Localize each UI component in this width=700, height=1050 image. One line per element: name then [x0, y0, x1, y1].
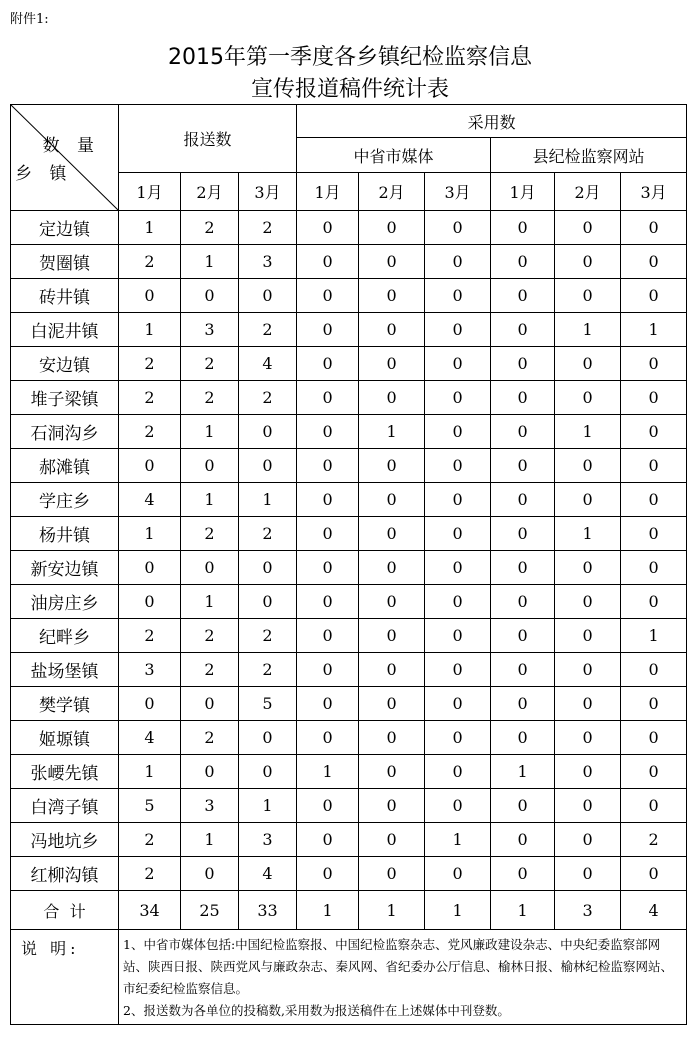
value-cell: 3 — [239, 245, 297, 279]
value-cell: 2 — [119, 619, 181, 653]
value-cell: 0 — [297, 381, 359, 415]
value-cell: 4 — [119, 483, 181, 517]
value-cell: 0 — [491, 585, 555, 619]
value-cell: 0 — [119, 551, 181, 585]
value-cell: 0 — [359, 483, 425, 517]
town-name: 砖井镇 — [11, 279, 119, 313]
value-cell: 0 — [491, 823, 555, 857]
value-cell: 0 — [621, 721, 687, 755]
value-cell: 1 — [119, 313, 181, 347]
town-name: 白泥井镇 — [11, 313, 119, 347]
value-cell: 0 — [491, 857, 555, 891]
total-value-cell: 1 — [359, 891, 425, 930]
corner-header-cell — [11, 105, 119, 211]
value-cell: 1 — [297, 755, 359, 789]
value-cell: 0 — [425, 585, 491, 619]
value-cell: 0 — [297, 313, 359, 347]
value-cell: 1 — [621, 619, 687, 653]
table-row — [11, 585, 687, 619]
value-cell: 0 — [555, 551, 621, 585]
total-value-cell: 3 — [555, 891, 621, 930]
value-cell: 0 — [297, 211, 359, 245]
value-cell: 0 — [297, 721, 359, 755]
value-cell: 3 — [239, 823, 297, 857]
value-cell: 0 — [359, 653, 425, 687]
value-cell: 0 — [555, 585, 621, 619]
value-cell: 0 — [359, 721, 425, 755]
month-header: 3月 — [425, 173, 491, 211]
value-cell: 2 — [181, 381, 239, 415]
value-cell: 0 — [181, 551, 239, 585]
total-value-cell: 33 — [239, 891, 297, 930]
attachment-label: 附件1: — [10, 12, 49, 27]
value-cell: 0 — [491, 721, 555, 755]
value-cell: 0 — [425, 313, 491, 347]
value-cell: 0 — [239, 721, 297, 755]
value-cell: 0 — [297, 823, 359, 857]
table-row — [11, 789, 687, 823]
month-header: 1月 — [491, 173, 555, 211]
value-cell: 0 — [119, 279, 181, 313]
value-cell: 1 — [181, 415, 239, 449]
value-cell: 0 — [181, 279, 239, 313]
value-cell: 0 — [181, 755, 239, 789]
table-row — [11, 483, 687, 517]
value-cell: 0 — [359, 313, 425, 347]
value-cell: 0 — [425, 551, 491, 585]
table-row — [11, 721, 687, 755]
value-cell: 0 — [239, 415, 297, 449]
value-cell: 0 — [425, 789, 491, 823]
value-cell: 5 — [239, 687, 297, 721]
value-cell: 0 — [239, 449, 297, 483]
value-cell: 0 — [359, 211, 425, 245]
corner-quantity-label: 数 量 — [42, 136, 100, 156]
value-cell: 0 — [555, 483, 621, 517]
value-cell: 0 — [555, 381, 621, 415]
value-cell: 0 — [425, 857, 491, 891]
town-name: 杨井镇 — [11, 517, 119, 551]
town-name: 郝滩镇 — [11, 449, 119, 483]
value-cell: 1 — [425, 823, 491, 857]
total-row — [11, 891, 687, 930]
value-cell: 0 — [491, 449, 555, 483]
value-cell: 0 — [359, 279, 425, 313]
value-cell: 5 — [119, 789, 181, 823]
value-cell: 0 — [297, 653, 359, 687]
value-cell: 0 — [359, 619, 425, 653]
note-text — [119, 930, 687, 1025]
value-cell: 1 — [181, 585, 239, 619]
town-name: 姬塬镇 — [11, 721, 119, 755]
value-cell: 0 — [621, 517, 687, 551]
value-cell: 0 — [621, 789, 687, 823]
value-cell: 0 — [491, 483, 555, 517]
value-cell: 0 — [181, 449, 239, 483]
value-cell: 0 — [297, 347, 359, 381]
table-row — [11, 551, 687, 585]
town-name: 石洞沟乡 — [11, 415, 119, 449]
town-name: 新安边镇 — [11, 551, 119, 585]
total-value-cell: 1 — [491, 891, 555, 930]
value-cell: 0 — [621, 415, 687, 449]
value-cell: 0 — [297, 449, 359, 483]
month-header: 3月 — [239, 173, 297, 211]
value-cell: 0 — [425, 483, 491, 517]
value-cell: 1 — [621, 313, 687, 347]
value-cell: 2 — [239, 381, 297, 415]
value-cell: 1 — [181, 245, 239, 279]
town-name: 油房庄乡 — [11, 585, 119, 619]
value-cell: 1 — [555, 313, 621, 347]
page-title-line2: 宣传报道稿件统计表 — [250, 77, 449, 102]
value-cell: 0 — [297, 551, 359, 585]
value-cell: 2 — [119, 381, 181, 415]
media-provincial-header: 中省市媒体 — [297, 138, 491, 173]
value-cell: 0 — [359, 347, 425, 381]
value-cell: 0 — [359, 551, 425, 585]
value-cell: 2 — [181, 619, 239, 653]
value-cell: 0 — [297, 517, 359, 551]
month-header: 2月 — [359, 173, 425, 211]
town-name: 贺圈镇 — [11, 245, 119, 279]
value-cell: 0 — [555, 347, 621, 381]
value-cell: 0 — [425, 619, 491, 653]
value-cell: 0 — [621, 279, 687, 313]
value-cell: 4 — [239, 857, 297, 891]
value-cell: 2 — [119, 823, 181, 857]
month-header: 1月 — [119, 173, 181, 211]
value-cell: 0 — [491, 313, 555, 347]
value-cell: 0 — [555, 789, 621, 823]
value-cell: 0 — [555, 823, 621, 857]
value-cell: 0 — [621, 585, 687, 619]
value-cell: 2 — [239, 619, 297, 653]
value-cell: 2 — [181, 347, 239, 381]
value-cell: 1 — [181, 823, 239, 857]
value-cell: 4 — [119, 721, 181, 755]
value-cell: 3 — [181, 313, 239, 347]
town-name: 樊学镇 — [11, 687, 119, 721]
value-cell: 0 — [425, 653, 491, 687]
total-value-cell: 1 — [425, 891, 491, 930]
value-cell: 0 — [491, 415, 555, 449]
town-name: 张崾先镇 — [11, 755, 119, 789]
value-cell: 2 — [239, 211, 297, 245]
value-cell: 0 — [425, 245, 491, 279]
value-cell: 0 — [491, 381, 555, 415]
value-cell: 0 — [181, 687, 239, 721]
value-cell: 0 — [621, 551, 687, 585]
table-row — [11, 517, 687, 551]
table-row — [11, 449, 687, 483]
note-line-2: 2、报送数为各单位的投稿数,采用数为报送稿件在上述媒体中刊登数。 — [123, 1003, 510, 1018]
total-value-cell: 1 — [297, 891, 359, 930]
value-cell: 0 — [359, 245, 425, 279]
table-row — [11, 381, 687, 415]
value-cell: 0 — [297, 789, 359, 823]
value-cell: 3 — [181, 789, 239, 823]
value-cell: 2 — [239, 517, 297, 551]
table-row — [11, 755, 687, 789]
value-cell: 2 — [239, 653, 297, 687]
value-cell: 0 — [181, 857, 239, 891]
value-cell: 1 — [119, 517, 181, 551]
value-cell: 0 — [491, 245, 555, 279]
value-cell: 1 — [359, 415, 425, 449]
value-cell: 0 — [621, 347, 687, 381]
media-county-header: 县纪检监察网站 — [491, 138, 687, 173]
value-cell: 0 — [359, 857, 425, 891]
value-cell: 0 — [425, 755, 491, 789]
value-cell: 0 — [297, 857, 359, 891]
value-cell: 0 — [491, 517, 555, 551]
value-cell: 0 — [555, 857, 621, 891]
value-cell: 0 — [425, 381, 491, 415]
value-cell: 0 — [359, 823, 425, 857]
table-row — [11, 279, 687, 313]
town-name: 冯地坑乡 — [11, 823, 119, 857]
value-cell: 0 — [491, 653, 555, 687]
value-cell: 0 — [359, 755, 425, 789]
value-cell: 0 — [555, 653, 621, 687]
value-cell: 0 — [555, 721, 621, 755]
month-header: 2月 — [555, 173, 621, 211]
value-cell: 2 — [621, 823, 687, 857]
value-cell: 0 — [621, 449, 687, 483]
month-header: 1月 — [297, 173, 359, 211]
adopted-header: 采用数 — [297, 105, 687, 138]
value-cell: 2 — [119, 415, 181, 449]
value-cell: 0 — [425, 449, 491, 483]
value-cell: 1 — [119, 211, 181, 245]
town-name: 盐场堡镇 — [11, 653, 119, 687]
value-cell: 0 — [425, 415, 491, 449]
value-cell: 1 — [239, 483, 297, 517]
value-cell: 0 — [491, 687, 555, 721]
table-row — [11, 857, 687, 891]
table-row — [11, 245, 687, 279]
value-cell: 2 — [181, 211, 239, 245]
note-label: 说 明: — [11, 930, 119, 1025]
page-title-line1: 2015年第一季度各乡镇纪检监察信息 — [168, 45, 532, 70]
value-cell: 0 — [119, 585, 181, 619]
value-cell: 0 — [555, 687, 621, 721]
value-cell: 0 — [297, 483, 359, 517]
statistics-table — [10, 104, 687, 1025]
value-cell: 0 — [621, 755, 687, 789]
note-line-1: 1、中省市媒体包括:中国纪检监察报、中国纪检监察杂志、党风廉政建设杂志、中央纪委监察部网站、陕西日报、陕西党风与廉政杂志、秦风网、省纪委办公厅信息、榆林日报、榆林纪检监察网站、市纪委纪检监察信息。 — [123, 937, 674, 996]
value-cell: 1 — [119, 755, 181, 789]
value-cell: 0 — [491, 211, 555, 245]
value-cell: 1 — [555, 517, 621, 551]
value-cell: 2 — [119, 347, 181, 381]
value-cell: 0 — [239, 279, 297, 313]
value-cell: 0 — [297, 619, 359, 653]
diagonal-line — [11, 105, 118, 210]
value-cell: 0 — [239, 585, 297, 619]
town-name: 红柳沟镇 — [11, 857, 119, 891]
value-cell: 0 — [491, 551, 555, 585]
town-name: 堆子梁镇 — [11, 381, 119, 415]
town-name: 学庄乡 — [11, 483, 119, 517]
month-header: 2月 — [181, 173, 239, 211]
value-cell: 1 — [555, 415, 621, 449]
value-cell: 0 — [297, 415, 359, 449]
value-cell: 0 — [119, 449, 181, 483]
value-cell: 0 — [359, 687, 425, 721]
value-cell: 0 — [297, 245, 359, 279]
value-cell: 3 — [119, 653, 181, 687]
total-label: 合 计 — [11, 891, 119, 930]
total-value-cell: 25 — [181, 891, 239, 930]
value-cell: 0 — [621, 483, 687, 517]
value-cell: 0 — [119, 687, 181, 721]
value-cell: 4 — [239, 347, 297, 381]
table-row — [11, 619, 687, 653]
value-cell: 0 — [425, 721, 491, 755]
value-cell: 0 — [297, 687, 359, 721]
note-row — [11, 930, 687, 1025]
corner-town-label: 乡 镇 — [15, 164, 73, 184]
value-cell: 2 — [181, 653, 239, 687]
value-cell: 1 — [491, 755, 555, 789]
value-cell: 0 — [621, 381, 687, 415]
value-cell: 0 — [359, 585, 425, 619]
value-cell: 0 — [491, 619, 555, 653]
value-cell: 0 — [621, 653, 687, 687]
value-cell: 0 — [621, 211, 687, 245]
value-cell: 0 — [359, 381, 425, 415]
value-cell: 2 — [181, 517, 239, 551]
table-row — [11, 211, 687, 245]
value-cell: 0 — [621, 687, 687, 721]
table-row — [11, 347, 687, 381]
value-cell: 0 — [555, 245, 621, 279]
submitted-header: 报送数 — [119, 105, 297, 173]
value-cell: 0 — [491, 279, 555, 313]
table-row — [11, 687, 687, 721]
table-row — [11, 653, 687, 687]
value-cell: 0 — [425, 211, 491, 245]
value-cell: 0 — [425, 687, 491, 721]
value-cell: 2 — [239, 313, 297, 347]
value-cell: 0 — [555, 755, 621, 789]
town-name: 定边镇 — [11, 211, 119, 245]
total-value-cell: 4 — [621, 891, 687, 930]
table-row — [11, 415, 687, 449]
value-cell: 0 — [491, 789, 555, 823]
value-cell: 0 — [297, 585, 359, 619]
value-cell: 0 — [297, 279, 359, 313]
value-cell: 2 — [119, 245, 181, 279]
town-name: 纪畔乡 — [11, 619, 119, 653]
value-cell: 2 — [119, 857, 181, 891]
month-header: 3月 — [621, 173, 687, 211]
value-cell: 0 — [555, 211, 621, 245]
value-cell: 0 — [239, 755, 297, 789]
value-cell: 0 — [555, 619, 621, 653]
total-value-cell: 34 — [119, 891, 181, 930]
value-cell: 0 — [359, 789, 425, 823]
value-cell: 0 — [425, 517, 491, 551]
value-cell: 0 — [239, 551, 297, 585]
town-name: 安边镇 — [11, 347, 119, 381]
value-cell: 0 — [491, 347, 555, 381]
value-cell: 0 — [425, 279, 491, 313]
value-cell: 0 — [621, 245, 687, 279]
town-name: 白湾子镇 — [11, 789, 119, 823]
value-cell: 1 — [239, 789, 297, 823]
value-cell: 0 — [359, 517, 425, 551]
table-row — [11, 823, 687, 857]
value-cell: 1 — [181, 483, 239, 517]
value-cell: 2 — [181, 721, 239, 755]
value-cell: 0 — [555, 449, 621, 483]
value-cell: 0 — [359, 449, 425, 483]
value-cell: 0 — [555, 279, 621, 313]
table-row — [11, 313, 687, 347]
value-cell: 0 — [621, 857, 687, 891]
value-cell: 0 — [425, 347, 491, 381]
